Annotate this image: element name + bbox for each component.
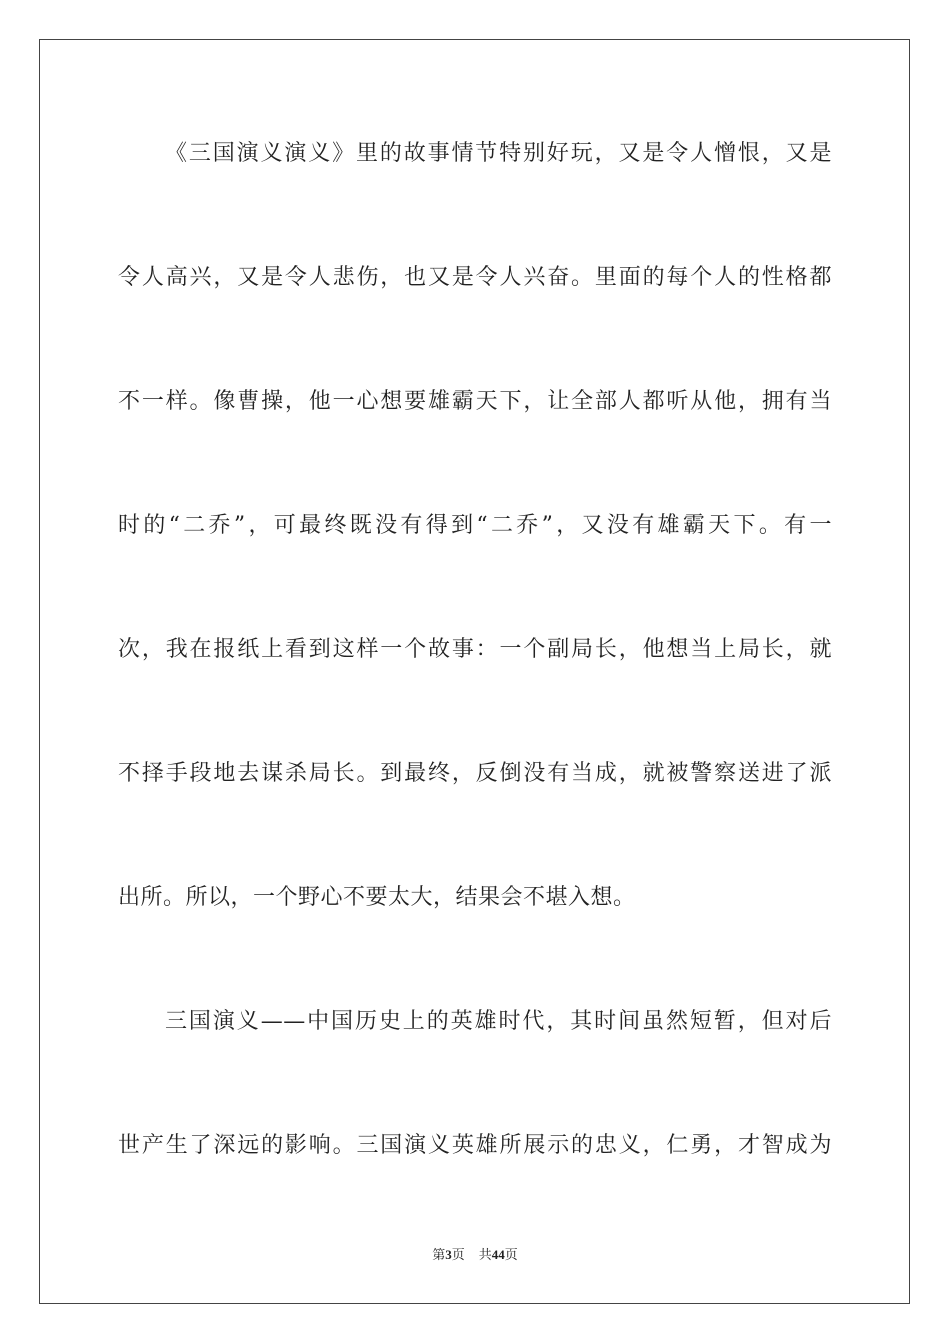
footer-total-prefix: 共 (478, 1247, 492, 1262)
footer-page-prefix: 第 (432, 1247, 446, 1262)
line-spacing (118, 681, 832, 743)
footer-page-suffix: 页 (451, 1247, 465, 1262)
paragraph-1-line-3: 不一样。像曹操，他一心想要雄霸天下，让全部人都听从他，拥有当 (118, 389, 832, 414)
paragraph-2-line-1: 三国演义——中国历史上的英雄时代，其时间虽然短暂，但对后 (165, 1009, 832, 1034)
line-spacing (118, 929, 832, 991)
paragraph-1-line-4: 时的“二乔”，可最终既没有得到“二乔”，又没有雄霸天下。有一 (118, 513, 832, 538)
paragraph-1-line-7: 出所。所以，一个野心不要太大，结果会不堪入想。 (118, 885, 636, 910)
paragraph-1-line-1: 《三国演义演义》里的故事情节特别好玩，又是令人憎恨，又是 (165, 141, 832, 166)
line-spacing (118, 185, 832, 247)
footer-total-pages: 44 (491, 1247, 505, 1262)
paragraph-1-line-2: 令人高兴，又是令人悲伤，也又是令人兴奋。里面的每个人的性格都 (118, 265, 832, 290)
paragraph-1-line-6: 不择手段地去谋杀局长。到最终，反倒没有当成，就被警察送进了派 (118, 761, 832, 786)
document-body (118, 123, 832, 1177)
line-spacing (118, 805, 832, 867)
line-spacing (118, 1053, 832, 1115)
footer-total-suffix: 页 (504, 1247, 518, 1262)
line-spacing (118, 433, 832, 495)
footer-page-number: 3 (445, 1247, 452, 1262)
line-spacing (118, 557, 832, 619)
page-footer (0, 1244, 950, 1263)
paragraph-2-line-2: 世产生了深远的影响。三国演义英雄所展示的忠义，仁勇，才智成为 (118, 1133, 832, 1158)
line-spacing (118, 309, 832, 371)
paragraph-1-line-5: 次，我在报纸上看到这样一个故事：一个副局长，他想当上局长，就 (118, 637, 832, 662)
